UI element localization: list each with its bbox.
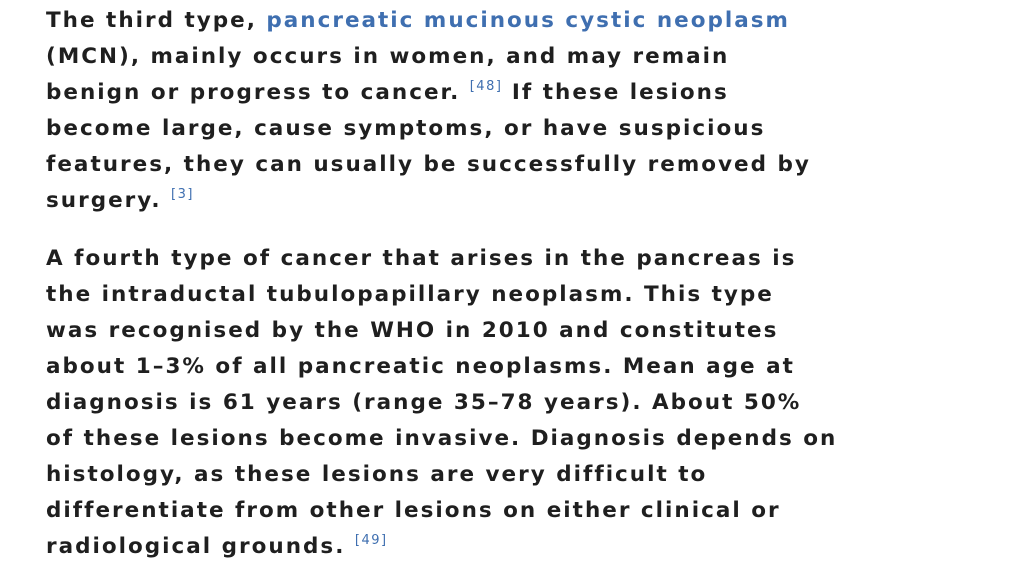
text-line: the intraductal tubulopapillary neoplasm. This type [46, 282, 774, 307]
text-line: of these lesions become invasive. Diagnosis depends on [46, 426, 838, 451]
text-line: diagnosis is 61 years (range 35–78 years). About 50% [46, 390, 802, 415]
text-line [46, 75, 984, 111]
text-line: (MCN), mainly occurs in women, and may remain [46, 44, 730, 69]
paragraph-spacer [46, 219, 984, 241]
text-line: A fourth type of cancer that arises in the pancreas is [46, 246, 797, 271]
paragraph-mcn [46, 3, 984, 219]
text-line [46, 529, 984, 565]
text-line: become large, cause symptoms, or have suspicious [46, 116, 766, 141]
text-line: histology, as these lesions are very difficult to [46, 462, 708, 487]
citation-48-link[interactable]: [48] [469, 79, 503, 94]
text-line: about 1–3% of all pancreatic neoplasms. Mean age at [46, 354, 795, 379]
text-segment: benign or progress to cancer. [46, 80, 461, 105]
text-line: was recognised by the WHO in 2010 and constitutes [46, 318, 779, 343]
citation-49-link[interactable]: [49] [354, 533, 388, 548]
text-line: differentiate from other lesions on either clinical or [46, 498, 781, 523]
text-line [46, 183, 984, 219]
text-segment: surgery. [46, 188, 162, 213]
text-line: features, they can usually be successfully removed by [46, 152, 811, 177]
text-segment: If these lesions [502, 80, 729, 105]
text-segment: The third type, [46, 8, 267, 33]
text-segment: radiological grounds. [46, 534, 346, 559]
citation-3-link[interactable]: [3] [171, 187, 194, 202]
paragraph-itpn [46, 241, 984, 565]
link-mucinous-cystic-neoplasm[interactable]: pancreatic mucinous cystic neoplasm [266, 8, 790, 33]
text-line [46, 3, 984, 39]
